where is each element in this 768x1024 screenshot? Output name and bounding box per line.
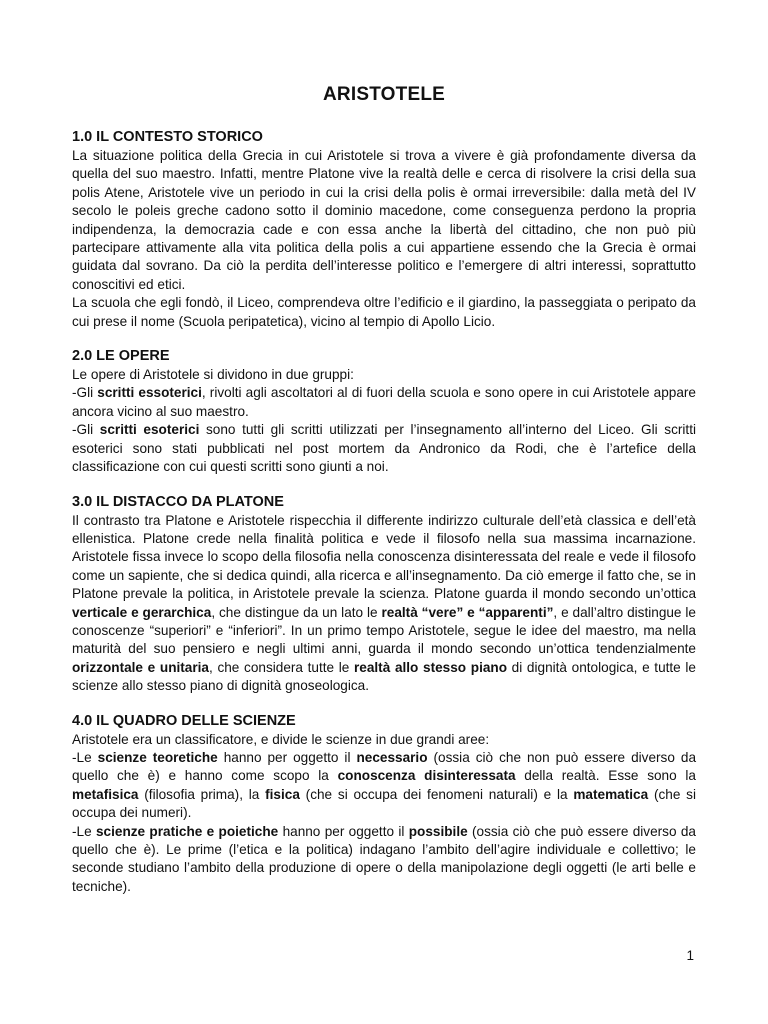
section [72, 128, 696, 331]
document-title: ARISTOTELE [323, 84, 445, 105]
bold-term: realtà allo stesso piano [354, 659, 508, 675]
text-run: (che si occupa dei numeri). [72, 786, 696, 821]
section-heading: 4.0 IL QUADRO DELLE SCIENZE [72, 712, 296, 729]
text-run: -Gli [72, 385, 98, 401]
paragraph [72, 749, 696, 823]
text-run: hanno per oggetto il [217, 749, 357, 765]
section [72, 493, 696, 696]
page-number: 1 [686, 948, 694, 963]
text-run: di dignità ontologica, e tutte le scienze allo stesso piano di dignità gnoseologica. [72, 659, 696, 694]
paragraph [72, 731, 696, 749]
section [72, 347, 696, 476]
text-run: -Le [72, 823, 96, 839]
text-run: , rivolti agli ascoltatori al di fuori della scuola e sono opere in cui Aristotele appare ancora vicino al suo maestro. [72, 385, 696, 419]
bold-term: conoscenza disinteressata [337, 768, 516, 784]
paragraph [72, 366, 696, 384]
text-run: -Le [72, 749, 98, 765]
bold-term: necessario [356, 749, 428, 765]
text-run: , e dall’altro distingue le conoscenze “superiori” e “inferiori”. In un primo tempo Aristotele, segue le idee del maestro, ma nella maturità del suo pensiero e negli ultimi anni, guarda il mondo secondo un’ottica tendenzialmente [72, 604, 696, 657]
bold-term: orizzontale e unitaria [72, 659, 209, 675]
paragraph [72, 512, 696, 696]
bold-term: possibile [408, 823, 468, 839]
text-run: Aristotele era un classificatore, e divide le scienze in due grandi aree: [72, 731, 490, 747]
bold-term: scritti essoterici [97, 385, 202, 401]
paragraph [72, 421, 696, 476]
text-run: (ossia ciò che può essere diverso da quello che è). Le prime (l’etica e la politica) indagano l’ambito dell’agire individuale e collettivo; le seconde studiano l’ambito della produzione di opere o della manipolazione degli oggetti (le arti belle e tecniche). [72, 823, 696, 894]
text-run: La scuola che egli fondò, il Liceo, comprendeva oltre l’edificio e il giardino, la passeggiata o peripato da cui prese il nome (Scuola peripatetica), vicino al tempio di Apollo Licio. [72, 295, 696, 329]
text-run: (ossia ciò che non può essere diverso da quello che è) e hanno come scopo la [72, 749, 697, 784]
bold-term: scienze pratiche e poietiche [95, 823, 279, 839]
section-heading: 2.0 LE OPERE [72, 348, 170, 365]
text-run: , che considera tutte le [209, 659, 354, 675]
bold-term: scritti esoterici [99, 422, 200, 438]
bold-term: fisica [265, 786, 300, 802]
bold-term: matematica [573, 786, 649, 802]
document-body [72, 128, 696, 896]
text-run: , che distingue da un lato le [211, 604, 382, 620]
text-run: hanno per oggetto il [278, 823, 409, 839]
section [72, 712, 696, 897]
bold-term: verticale e gerarchica [72, 604, 212, 620]
text-run: della realtà. Esse sono la [515, 768, 696, 784]
document-page [72, 84, 696, 912]
text-run: (filosofia prima), la [138, 786, 266, 802]
text-run: Le opere di Aristotele si dividono in due gruppi: [72, 367, 354, 383]
text-run: (che si occupa dei fenomeni naturali) e la [299, 786, 574, 802]
paragraph [72, 147, 696, 294]
paragraph [72, 384, 696, 421]
paragraph [72, 294, 696, 331]
text-run: -Gli [72, 422, 100, 438]
bold-term: realtà “vere” e “apparenti” [381, 604, 554, 620]
text-run: sono tutti gli scritti utilizzati per l’insegnamento all’interno del Liceo. Gli scritti esoterici sono stati pubblicati nel post mortem da Andronico da Rodi, che è l’artefice della classificazione con cui questi scritti sono giunti a noi. [72, 422, 697, 475]
bold-term: scienze teoretiche [97, 749, 218, 765]
text-run: La situazione politica della Grecia in cui Aristotele si trova a vivere è già profondamente diversa da quella del suo maestro. Infatti, mentre Platone vive la realtà delle e cerca di risolvere la crisi della sua polis Atene, Aristotele vive un periodo in cui la crisi della polis è ormai irreversibile: dalla metà del IV secolo le poleis greche cadono sotto il dominio macedone, come conseguenza perdono la propria indipendenza, la democrazia cade e con essa anche la libertà del cittadino, che non può più partecipare attivamente alla vita politica della polis a cui appartiene essendo che la Grecia è ormai guidata dal sovrano. Da ciò la perdita dell’interesse politico e l’emergere di altri interessi, soprattutto conoscitivi ed etici. [72, 148, 696, 292]
section-heading: 3.0 IL DISTACCO DA PLATONE [72, 493, 284, 510]
text-run: Il contrasto tra Platone e Aristotele rispecchia il differente indirizzo culturale dell’età classica e dell’età ellenistica. Platone crede nella finalità politica e vede il filosofo nella sua massima incarnazione. Aristotele fissa invece lo scopo della filosofia nella conoscenza disinteressata del reale e vede il filosofo come un sapiente, che si dedica quindi, alla ricerca e all’insegnamento. Da ciò emerge il fatto che, se in Platone prevale la politica, in Aristotele prevale la scienza. Platone guarda il mondo secondo un’ottica [72, 512, 696, 602]
section-heading: 1.0 IL CONTESTO STORICO [72, 129, 263, 145]
paragraph [72, 823, 696, 897]
bold-term: metafisica [72, 786, 139, 802]
